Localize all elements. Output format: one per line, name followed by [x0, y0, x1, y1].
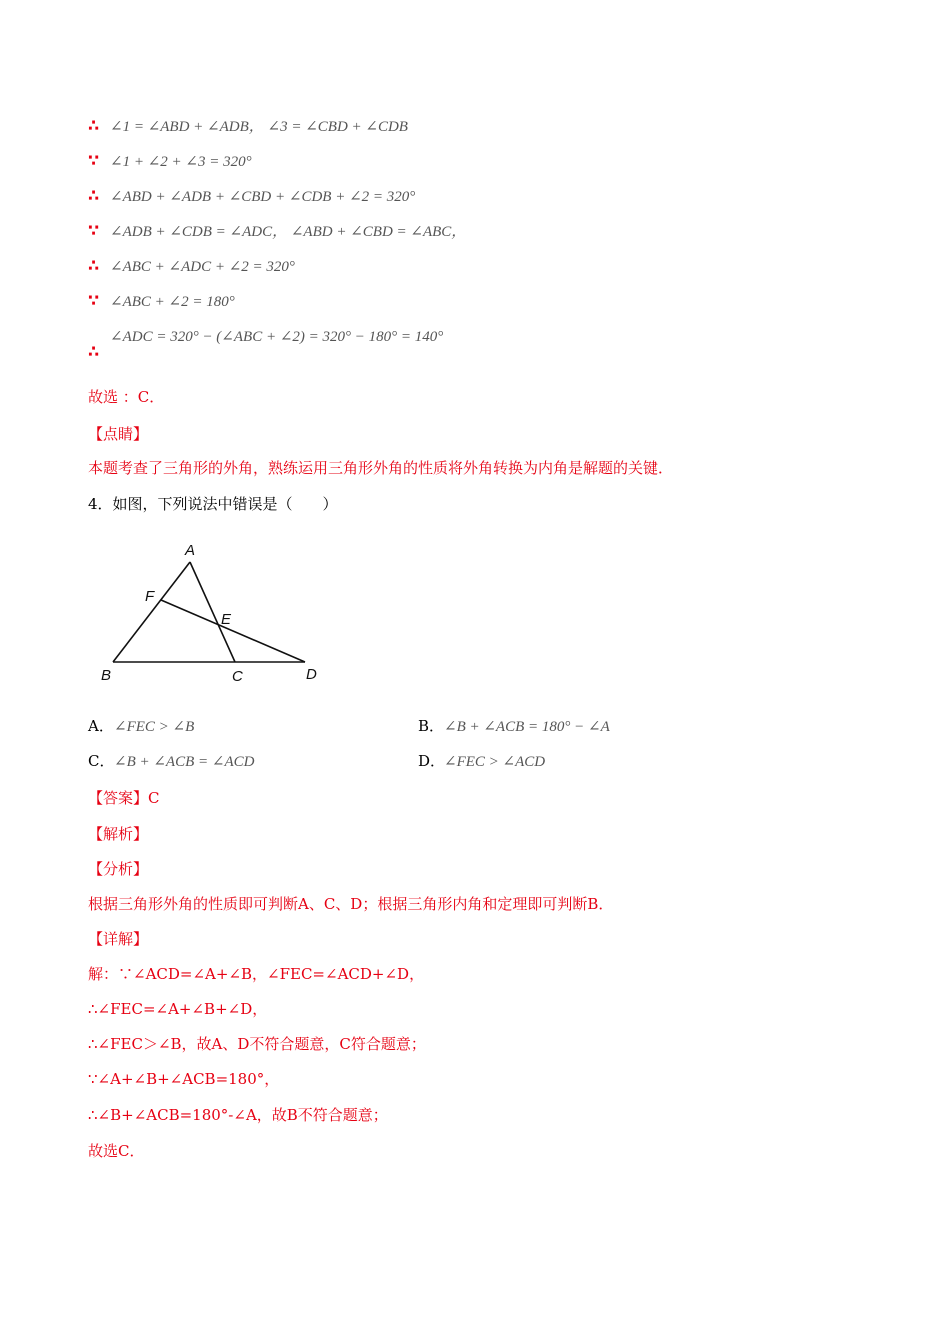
option-expression: ∠FEC > ∠ACD: [444, 754, 546, 770]
segment-ab: [113, 562, 190, 662]
option-label: A．: [88, 717, 114, 735]
step-expression: ∠ADC = 320° − (∠ABC + ∠2) = 320° − 180° = 140°: [110, 329, 444, 345]
option-b[interactable]: [418, 716, 610, 737]
therefore-symbol: ∴: [88, 186, 100, 205]
answer-line: [88, 788, 160, 808]
fenxi-text: 根据三角形外角的性质即可判断A、C、D；根据三角形内角和定理即可判断B．: [88, 895, 614, 913]
step-line-3: [88, 186, 415, 207]
label-e: E: [221, 611, 232, 628]
option-label: C．: [88, 752, 115, 770]
step-expression: ∠ABC + ∠ADC + ∠2 = 320°: [110, 259, 295, 275]
option-expression: ∠B + ∠ACB = 180° − ∠A: [444, 719, 610, 735]
detail-line-2: ∴∠FEC=∠A+∠B+∠D，: [88, 1000, 268, 1018]
analysis-tag: 【解析】: [88, 825, 149, 843]
detail-line-5: ∴∠B+∠ACB=180°-∠A，故B不符合题意；: [88, 1106, 388, 1124]
fenxi-tag: 【分析】: [88, 860, 149, 878]
therefore-symbol: ∴: [88, 116, 100, 135]
detail-line-3: ∴∠FEC＞∠B，故A、D不符合题意，C符合题意；: [88, 1035, 426, 1053]
option-label: B．: [418, 717, 445, 735]
therefore-symbol: ∴: [88, 342, 100, 361]
because-symbol: ∵: [88, 291, 100, 310]
label-b: B: [101, 667, 112, 684]
option-d[interactable]: [418, 751, 545, 772]
option-c[interactable]: [88, 751, 254, 772]
step-expression: ∠ABC + ∠2 = 180°: [110, 294, 235, 310]
detail-tag: 【详解】: [88, 930, 149, 948]
detail-line-6: 故选C．: [88, 1142, 145, 1160]
tip-text: 本题考查了三角形的外角，熟练运用三角形外角的性质将外角转换为内角是解题的关键．: [88, 459, 674, 477]
step-expression: ∠ADB + ∠CDB = ∠ADC， ∠ABD + ∠CBD = ∠ABC，: [110, 224, 467, 240]
because-symbol: ∵: [88, 221, 100, 240]
detail-line-4: ∵∠A+∠B+∠ACB=180°，: [88, 1070, 280, 1088]
step-expression: ∠ABD + ∠ADB + ∠CBD + ∠CDB + ∠2 = 320°: [110, 189, 416, 205]
step-line-2: [88, 151, 252, 172]
option-expression: ∠B + ∠ACB = ∠ACD: [114, 754, 255, 770]
label-a: A: [185, 542, 196, 559]
step-line-6: [88, 291, 235, 312]
option-a[interactable]: [88, 716, 194, 737]
triangle-figure: [95, 538, 335, 688]
detail-line-1: 解：∵∠ACD=∠A+∠B，∠FEC=∠ACD+∠D，: [88, 965, 425, 983]
step-line-5: [88, 256, 295, 277]
step-line-7: [88, 326, 443, 362]
step-expression: ∠1 = ∠ABD + ∠ADB， ∠3 = ∠CBD + ∠CDB: [110, 119, 408, 135]
tip-tag: 【点睛】: [88, 425, 149, 443]
step-line-4: [88, 221, 466, 242]
because-symbol: ∵: [88, 151, 100, 170]
q3-choice: 故选 ：C．: [88, 388, 165, 406]
label-f: F: [145, 588, 155, 605]
option-label: D．: [418, 752, 446, 770]
question-4-text: 4．如图，下列说法中错误是（ ）: [88, 495, 338, 513]
answer-value: C: [148, 789, 160, 807]
label-d: D: [306, 666, 317, 683]
answer-tag: 【答案】: [88, 789, 149, 807]
step-expression: ∠1 + ∠2 + ∠3 = 320°: [110, 154, 252, 170]
label-c: C: [232, 668, 243, 685]
segment-fd: [161, 600, 305, 662]
therefore-symbol: ∴: [88, 256, 100, 275]
option-expression: ∠FEC > ∠B: [114, 719, 195, 735]
step-line-1: [88, 116, 408, 137]
